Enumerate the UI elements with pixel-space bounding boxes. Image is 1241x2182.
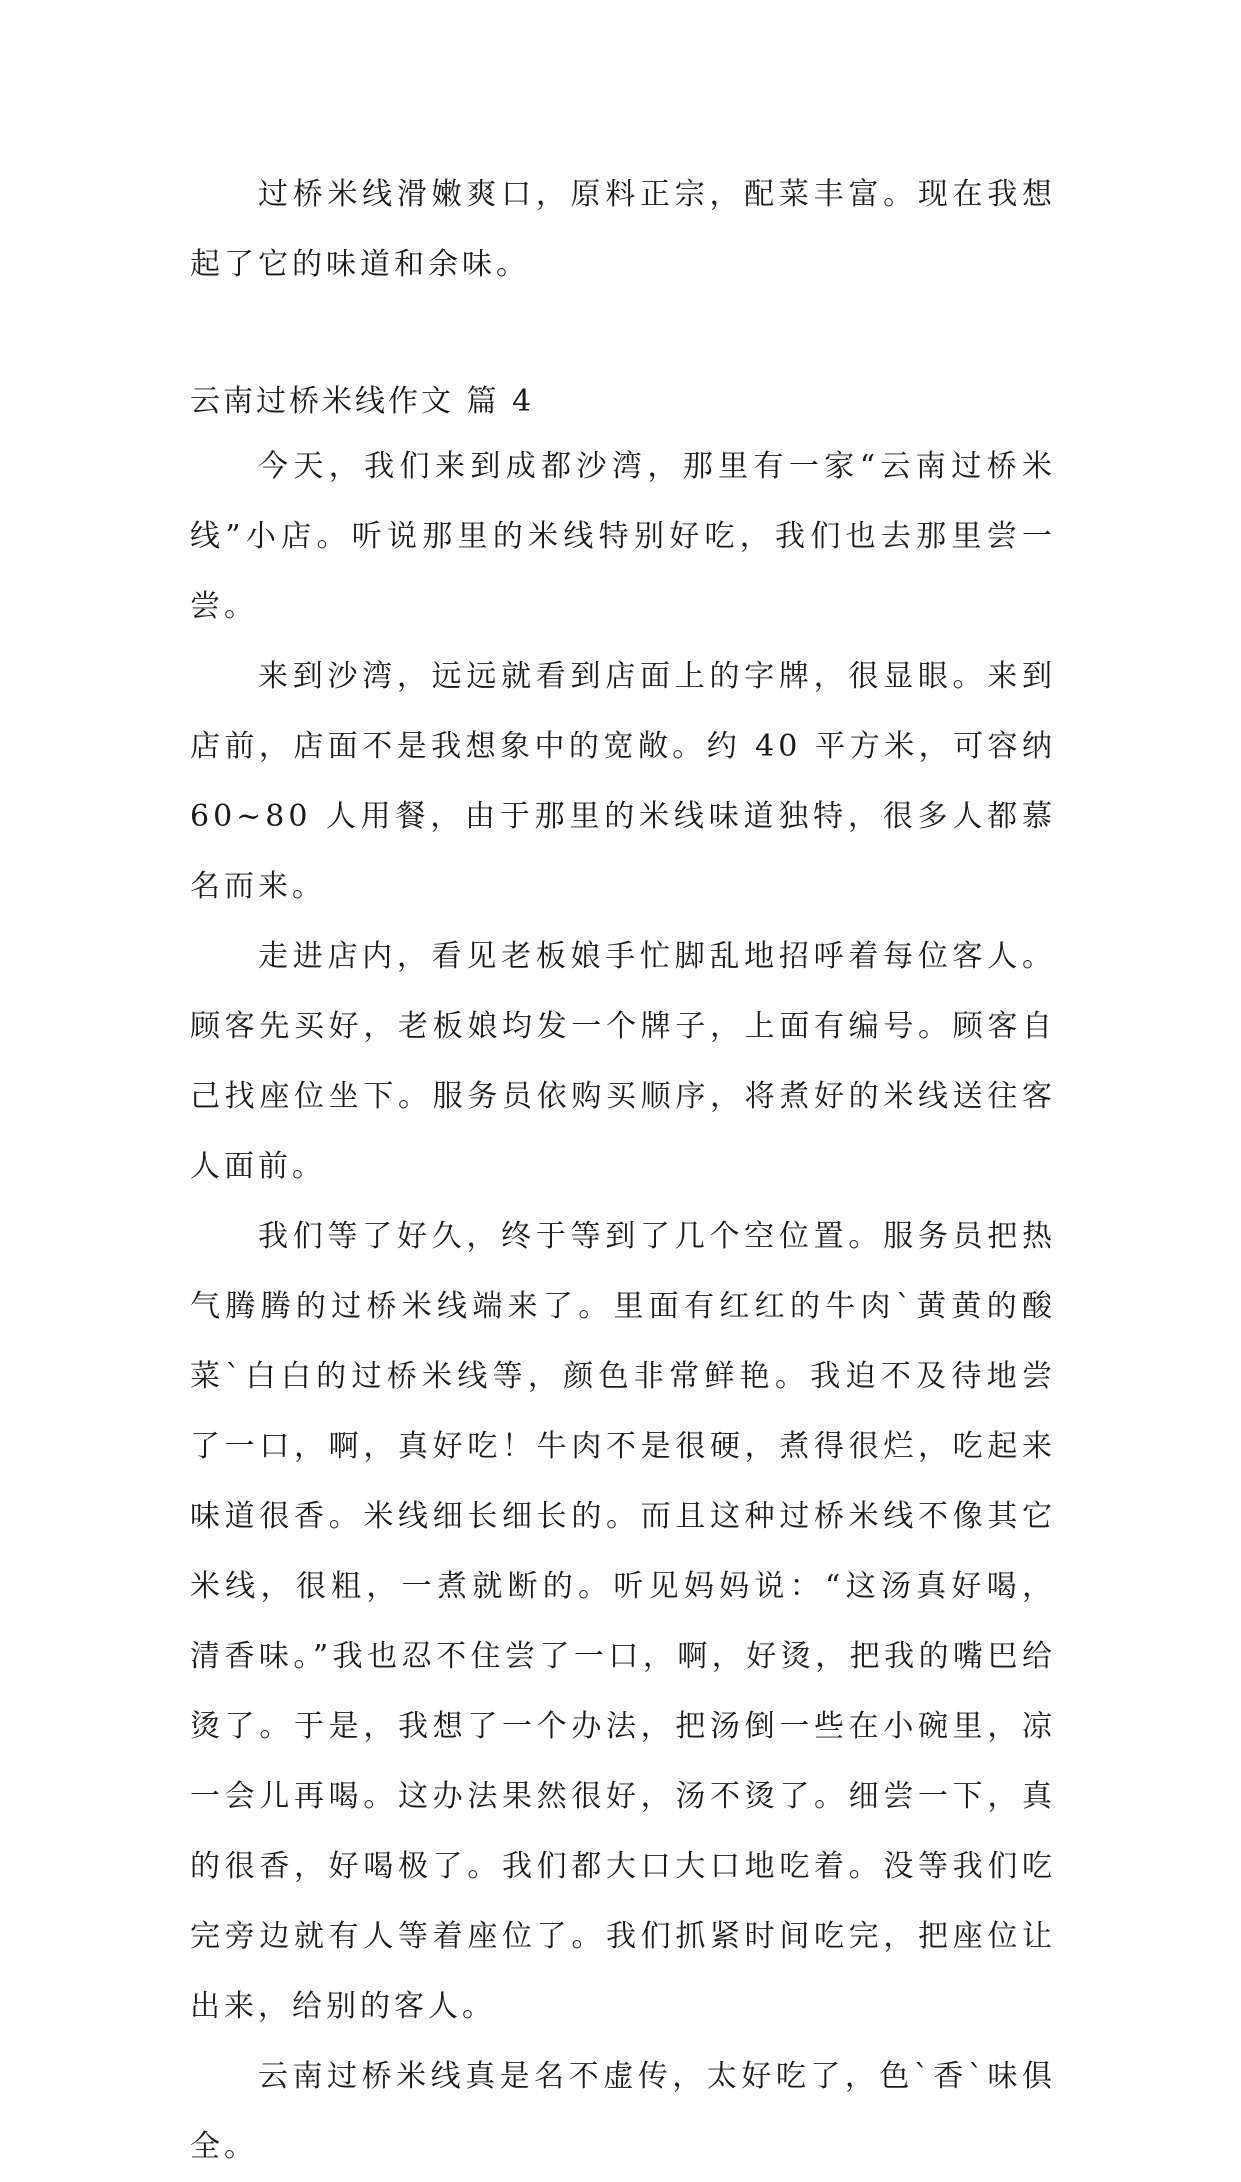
document-body <box>190 160 1056 2182</box>
section-heading: 云南过桥米线作文 篇 4 <box>190 384 535 419</box>
paragraph-4: 我们等了好久，终于等到了几个空位置。服务员把热气腾腾的过桥米线端来了。里面有红红的牛肉`黄黄的酸菜`白白的过桥米线等，颜色非常鲜艳。我迫不及待地尝了一口，啊，真好吃！牛肉不是很硬，煮得很烂，吃起来味道很香。米线细长细长的。而且这种过桥米线不像其它米线，很粗，一煮就断的。听见妈妈说：“这汤真好喝，清香味。”我也忍不住尝了一口，啊，好烫，把我的嘴巴给烫了。于是，我想了一个办法，把汤倒一些在小碗里，凉一会儿再喝。这办法果然很好，汤不烫了。细尝一下，真的很香，好喝极了。我们都大口大口地吃着。没等我们吃完旁边就有人等着座位了。我们抓紧时间吃完，把座位让出来，给别的客人。 <box>190 1219 1056 2024</box>
paragraph-5: 云南过桥米线真是名不虚传，太好吃了，色`香`味俱全。 <box>190 2059 1056 2164</box>
paragraph-2: 来到沙湾，远远就看到店面上的字牌，很显眼。来到店前，店面不是我想象中的宽敞。约 40 平方米，可容纳 60~80 人用餐，由于那里的米线味道独特，很多人都慕名而来。 <box>190 659 1056 904</box>
section-spacer <box>190 300 1056 372</box>
paragraph-1: 今天，我们来到成都沙湾，那里有一家“云南过桥米线”小店。听说那里的米线特别好吃，我们也去那里尝一尝。 <box>190 449 1056 624</box>
paragraph-3: 走进店内，看见老板娘手忙脚乱地招呼着每位客人。顾客先买好，老板娘均发一个牌子，上面有编号。顾客自己找座位坐下。服务员依购买顺序，将煮好的米线送往客人面前。 <box>190 939 1056 1184</box>
intro-paragraph: 过桥米线滑嫩爽口，原料正宗，配菜丰富。现在我想起了它的味道和余味。 <box>190 177 1056 282</box>
